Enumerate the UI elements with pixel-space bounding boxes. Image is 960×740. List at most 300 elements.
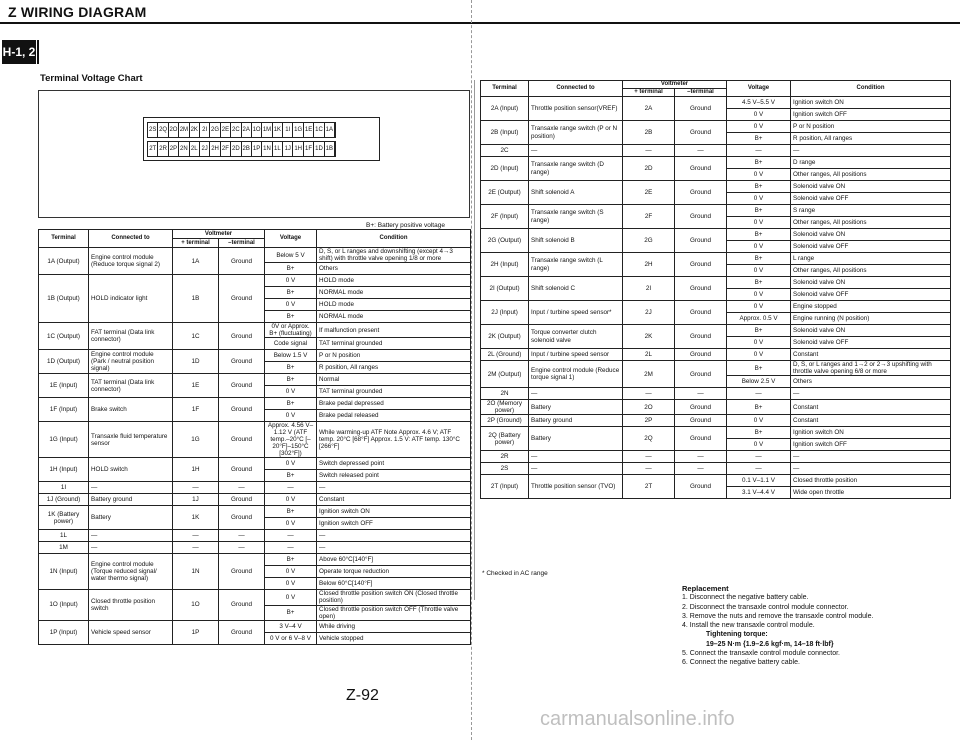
connector-pin: 1A <box>325 123 335 137</box>
checked-note: * Checked in AC range <box>482 570 548 577</box>
condition-cell: Closed throttle position <box>791 475 951 487</box>
table-row <box>481 451 951 463</box>
connector-pin: 1P <box>252 142 262 156</box>
connector-pin: 2E <box>221 123 231 137</box>
voltage-cell: 0 V <box>265 518 317 530</box>
condition-cell: Solenoid valve ON <box>791 181 951 193</box>
plus-terminal-cell: 1N <box>173 554 219 590</box>
condition-cell: D, S, or L ranges and downshifting (except 4→3 shift) with throttle valve opening 1/8 or more <box>317 248 471 263</box>
condition-cell: Solenoid valve ON <box>791 277 951 289</box>
voltage-cell: Below 2.5 V <box>727 376 791 388</box>
condition-cell: Vehicle stopped <box>317 632 471 644</box>
col-terminal: Terminal <box>481 81 529 97</box>
minus-terminal-cell: Ground <box>219 554 265 590</box>
step: 3. Remove the nuts and remove the transaxle control module. <box>682 612 874 620</box>
table-row <box>39 275 471 287</box>
table-row <box>39 554 471 566</box>
table-row <box>39 398 471 410</box>
voltage-cell: 0 V <box>265 299 317 311</box>
voltage-cell: B+ <box>265 554 317 566</box>
minus-terminal-cell: — <box>675 451 727 463</box>
voltage-cell: 0 V <box>727 241 791 253</box>
terminal-cell: 2H (Input) <box>481 253 529 277</box>
voltage-cell: — <box>727 145 791 157</box>
table-row <box>481 361 951 376</box>
voltage-table-left <box>38 229 471 645</box>
condition-cell: Switch depressed point <box>317 458 471 470</box>
condition-cell: — <box>791 145 951 157</box>
minus-terminal-cell: Ground <box>675 229 727 253</box>
voltage-cell: 3.1 V–4.4 V <box>727 487 791 499</box>
condition-cell: Constant <box>791 349 951 361</box>
terminal-cell: 2Q (Battery power) <box>481 427 529 451</box>
connector-pin: 1B <box>325 142 335 156</box>
voltage-cell: B+ <box>727 181 791 193</box>
table-row <box>481 388 951 400</box>
terminal-cell: 1J (Ground) <box>39 494 89 506</box>
voltage-cell: B+ <box>265 263 317 275</box>
voltage-cell: B+ <box>265 470 317 482</box>
connector-pin: 2J <box>200 142 210 156</box>
table-row <box>481 253 951 265</box>
table-row <box>481 229 951 241</box>
minus-terminal-cell: — <box>219 482 265 494</box>
voltage-cell: B+ <box>727 157 791 169</box>
condition-cell: Closed throttle position switch ON (Closed throttle position) <box>317 590 471 605</box>
condition-cell: Constant <box>791 415 951 427</box>
connected-cell: — <box>529 451 623 463</box>
table-row <box>481 400 951 415</box>
minus-terminal-cell: Ground <box>675 349 727 361</box>
connected-cell: Closed throttle position switch <box>89 590 173 620</box>
connected-cell: Battery <box>529 427 623 451</box>
plus-terminal-cell: — <box>623 145 675 157</box>
minus-terminal-cell: Ground <box>675 157 727 181</box>
condition-cell: P or N position <box>317 350 471 362</box>
condition-cell: Ignition switch ON <box>791 427 951 439</box>
terminal-cell: 1F (Input) <box>39 398 89 422</box>
plus-terminal-cell: 2L <box>623 349 675 361</box>
plus-terminal-cell: — <box>173 482 219 494</box>
connector-pin: 1D <box>314 142 324 156</box>
connected-cell: Transaxle range switch (L range) <box>529 253 623 277</box>
terminal-cell: 2P (Ground) <box>481 415 529 427</box>
plus-terminal-cell: 1O <box>173 590 219 620</box>
condition-cell: Closed throttle position switch OFF (Throttle valve open) <box>317 605 471 620</box>
connected-cell: Transaxle range switch (P or N position) <box>529 121 623 145</box>
condition-cell: D range <box>791 157 951 169</box>
plus-terminal-cell: 2D <box>623 157 675 181</box>
connector-pin: 2F <box>221 142 231 156</box>
table-row <box>39 620 471 632</box>
plus-terminal-cell: 2Q <box>623 427 675 451</box>
table-row <box>481 475 951 487</box>
minus-terminal-cell: Ground <box>219 248 265 275</box>
condition-cell: Operate torque reduction <box>317 566 471 578</box>
col-connected: Connected to <box>89 230 173 248</box>
plus-terminal-cell: 2I <box>623 277 675 301</box>
table-row <box>481 301 951 313</box>
minus-terminal-cell: Ground <box>219 323 265 350</box>
minus-terminal-cell: Ground <box>219 374 265 398</box>
terminal-cell: 2A (Input) <box>481 97 529 121</box>
minus-terminal-cell: Ground <box>675 427 727 451</box>
condition-cell: — <box>317 542 471 554</box>
connected-cell: TAT terminal (Data link connector) <box>89 374 173 398</box>
table-row <box>39 458 471 470</box>
plus-terminal-cell: 1C <box>173 323 219 350</box>
plus-terminal-cell: — <box>173 542 219 554</box>
table-row <box>39 350 471 362</box>
voltage-cell: B+ <box>265 311 317 323</box>
plus-terminal-cell: 1F <box>173 398 219 422</box>
terminal-cell: 1G (Input) <box>39 422 89 458</box>
table-row <box>481 145 951 157</box>
voltage-cell: B+ <box>265 362 317 374</box>
terminal-cell: 2E (Output) <box>481 181 529 205</box>
voltage-cell: B+ <box>265 287 317 299</box>
connector-top-row <box>147 122 336 138</box>
condition-cell: — <box>317 482 471 494</box>
connector-pin: 2G <box>210 123 220 137</box>
connector-pin: 1N <box>262 142 272 156</box>
connected-cell: — <box>529 463 623 475</box>
replacement-title: Replacement <box>682 584 729 593</box>
condition-cell: If malfunction present <box>317 323 471 338</box>
col-plus: + terminal <box>173 239 219 248</box>
terminal-cell: 1O (Input) <box>39 590 89 620</box>
plus-terminal-cell: 1A <box>173 248 219 275</box>
connector-pin: 2L <box>190 142 200 156</box>
chart-title: Terminal Voltage Chart <box>40 73 143 84</box>
torque-label: Tightening torque: <box>706 631 768 639</box>
connector-pin: 2Q <box>158 123 168 137</box>
connected-cell: Engine control module (Reduce torque signal 2) <box>89 248 173 275</box>
plus-terminal-cell: 1J <box>173 494 219 506</box>
voltage-cell: 0 V <box>265 494 317 506</box>
connected-cell: Throttle position sensor (TVO) <box>529 475 623 499</box>
condition-cell: Ignition switch OFF <box>317 518 471 530</box>
minus-terminal-cell: Ground <box>219 398 265 422</box>
condition-cell: Solenoid valve OFF <box>791 289 951 301</box>
condition-cell: NORMAL mode <box>317 287 471 299</box>
diagram-title: Z WIRING DIAGRAM <box>8 4 147 20</box>
terminal-cell: 1B (Output) <box>39 275 89 323</box>
voltage-cell: B+ <box>265 605 317 620</box>
replacement-section <box>682 584 950 668</box>
condition-cell: — <box>791 463 951 475</box>
condition-cell: Others <box>317 263 471 275</box>
col-terminal: Terminal <box>39 230 89 248</box>
condition-cell: HOLD mode <box>317 275 471 287</box>
plus-terminal-cell: 1K <box>173 506 219 530</box>
minus-terminal-cell: Ground <box>675 253 727 277</box>
col-minus: –terminal <box>675 89 727 97</box>
condition-cell: Solenoid valve OFF <box>791 337 951 349</box>
plus-terminal-cell: 1D <box>173 350 219 374</box>
connected-cell: Shift solenoid B <box>529 229 623 253</box>
condition-cell: Below 60°C[140°F] <box>317 578 471 590</box>
torque-value: 19–25 N·m {1.9–2.6 kgf·m, 14–18 ft·lbf} <box>706 640 834 648</box>
terminal-cell: 2J (Input) <box>481 301 529 325</box>
condition-cell: TAT terminal grounded <box>317 386 471 398</box>
table-row <box>39 590 471 605</box>
terminal-cell: 1C (Output) <box>39 323 89 350</box>
minus-terminal-cell: Ground <box>219 494 265 506</box>
condition-cell: L range <box>791 253 951 265</box>
voltage-cell: 0 V <box>265 590 317 605</box>
voltage-cell: B+ <box>727 325 791 337</box>
minus-terminal-cell: Ground <box>219 350 265 374</box>
plus-terminal-cell: 2M <box>623 361 675 388</box>
plus-terminal-cell: 2J <box>623 301 675 325</box>
table-row <box>481 181 951 193</box>
voltage-cell: Below 5 V <box>265 248 317 263</box>
table-row <box>481 121 951 133</box>
plus-terminal-cell: 2T <box>623 475 675 499</box>
terminal-cell: 1M <box>39 542 89 554</box>
table-row <box>39 494 471 506</box>
voltage-cell: B+ <box>265 374 317 386</box>
step: 2. Disconnect the transaxle control module connector. <box>682 603 849 611</box>
voltage-cell: 0 V <box>727 415 791 427</box>
condition-cell: Constant <box>317 494 471 506</box>
minus-terminal-cell: Ground <box>675 181 727 205</box>
minus-terminal-cell: Ground <box>675 361 727 388</box>
voltage-cell: — <box>727 451 791 463</box>
condition-cell: R position, All ranges <box>317 362 471 374</box>
voltage-cell: — <box>727 388 791 400</box>
condition-cell: TAT terminal grounded <box>317 338 471 350</box>
terminal-cell: 2R <box>481 451 529 463</box>
condition-cell: — <box>791 451 951 463</box>
condition-cell: — <box>317 530 471 542</box>
terminal-cell: 2F (Input) <box>481 205 529 229</box>
connector-pin: 1K <box>273 123 283 137</box>
voltage-cell: B+ <box>727 253 791 265</box>
voltage-cell: B+ <box>727 361 791 376</box>
connector-pin: 2N <box>179 142 189 156</box>
col-condition: Condition <box>791 81 951 97</box>
minus-terminal-cell: Ground <box>675 121 727 145</box>
connector-diagram <box>38 90 470 218</box>
terminal-cell: 2G (Output) <box>481 229 529 253</box>
section-tag: H-1, 2 <box>2 40 36 64</box>
connector-pin: 2B <box>242 142 252 156</box>
connected-cell: Battery <box>89 506 173 530</box>
voltage-cell: 0 V <box>727 265 791 277</box>
table-row <box>481 97 951 109</box>
connector-pin: 1I <box>283 123 293 137</box>
minus-terminal-cell: — <box>219 542 265 554</box>
condition-cell: Above 60°C[140°F] <box>317 554 471 566</box>
connected-cell: Battery ground <box>89 494 173 506</box>
condition-cell: Solenoid valve OFF <box>791 193 951 205</box>
condition-cell: Constant <box>791 400 951 415</box>
step: 1. Disconnect the negative battery cable. <box>682 594 809 602</box>
minus-terminal-cell: Ground <box>675 301 727 325</box>
terminal-cell: 1K (Battery power) <box>39 506 89 530</box>
connector-pin: 2R <box>158 142 168 156</box>
voltage-cell: B+ <box>727 427 791 439</box>
connector-pin: 2I <box>200 123 210 137</box>
col-voltage: Voltage <box>727 81 791 97</box>
condition-cell: Ignition switch OFF <box>791 439 951 451</box>
voltage-cell: 0 V <box>727 109 791 121</box>
minus-terminal-cell: — <box>675 388 727 400</box>
connector-pin: 1F <box>304 142 314 156</box>
terminal-cell: 1N (Input) <box>39 554 89 590</box>
voltage-cell: 0 V <box>727 289 791 301</box>
voltage-cell: 0 V <box>265 566 317 578</box>
fold-line <box>471 0 472 740</box>
condition-cell: Engine stopped <box>791 301 951 313</box>
minus-terminal-cell: Ground <box>675 415 727 427</box>
col-plus: + terminal <box>623 89 675 97</box>
plus-terminal-cell: 2K <box>623 325 675 349</box>
terminal-cell: 2N <box>481 388 529 400</box>
minus-terminal-cell: Ground <box>219 620 265 644</box>
plus-terminal-cell: 2B <box>623 121 675 145</box>
condition-cell: Ignition switch ON <box>317 506 471 518</box>
condition-cell: Brake pedal released <box>317 410 471 422</box>
voltage-cell: Below 1.5 V <box>265 350 317 362</box>
col-voltmeter: Voltmeter <box>623 81 727 89</box>
table-row <box>481 205 951 217</box>
connector-pin: 1J <box>283 142 293 156</box>
column-divider <box>474 80 475 600</box>
voltage-cell: Approx. 4.56 V–1.12 V (ATF temp.–20°C [–20°F]–150°C [302°F]) <box>265 422 317 458</box>
voltage-cell: 0 V <box>265 275 317 287</box>
terminal-cell: 2S <box>481 463 529 475</box>
connector-pin: 1H <box>293 142 303 156</box>
condition-cell: Other ranges, All positions <box>791 265 951 277</box>
voltage-cell: 0 V <box>727 349 791 361</box>
voltage-cell: B+ <box>265 506 317 518</box>
table-row <box>39 323 471 338</box>
connected-cell: Transaxle range switch (S range) <box>529 205 623 229</box>
terminal-cell: 2D (Input) <box>481 157 529 181</box>
terminal-cell: 2O (Memory power) <box>481 400 529 415</box>
plus-terminal-cell: 2O <box>623 400 675 415</box>
voltage-cell: 0.1 V–1.1 V <box>727 475 791 487</box>
connected-cell: Input / turbine speed sensor <box>529 349 623 361</box>
connector-pin: 2K <box>190 123 200 137</box>
connected-cell: Engine control module (Torque reduced signal/ water thermo signal) <box>89 554 173 590</box>
condition-cell: D, S, or L ranges and 1→2 or 2→3 upshifting with throttle valve opening 6/8 or more <box>791 361 951 376</box>
minus-terminal-cell: Ground <box>675 325 727 349</box>
table-row <box>39 374 471 386</box>
connected-cell: Shift solenoid A <box>529 181 623 205</box>
minus-terminal-cell: — <box>219 530 265 542</box>
plus-terminal-cell: 2H <box>623 253 675 277</box>
connected-cell: — <box>89 482 173 494</box>
voltage-cell: Code signal <box>265 338 317 350</box>
table-row <box>481 277 951 289</box>
plus-terminal-cell: 2E <box>623 181 675 205</box>
minus-terminal-cell: Ground <box>675 205 727 229</box>
terminal-cell: 1E (Input) <box>39 374 89 398</box>
table-row <box>481 157 951 169</box>
connected-cell: FAT terminal (Data link connector) <box>89 323 173 350</box>
connected-cell: HOLD indicator light <box>89 275 173 323</box>
table-row <box>481 463 951 475</box>
condition-cell: HOLD mode <box>317 299 471 311</box>
condition-cell: P or N position <box>791 121 951 133</box>
condition-cell: R position, All ranges <box>791 133 951 145</box>
voltage-cell: B+ <box>727 133 791 145</box>
step: 4. Install the new transaxle control module. <box>682 622 815 630</box>
plus-terminal-cell: 2G <box>623 229 675 253</box>
plus-terminal-cell: 1E <box>173 374 219 398</box>
connected-cell: Brake switch <box>89 398 173 422</box>
voltage-cell: B+ <box>727 400 791 415</box>
connected-cell: Engine control module (Reduce torque signal 1) <box>529 361 623 388</box>
condition-cell: Ignition switch OFF <box>791 109 951 121</box>
voltage-cell: — <box>727 463 791 475</box>
voltage-cell: — <box>265 482 317 494</box>
voltage-cell: 0 V <box>265 386 317 398</box>
terminal-cell: 1D (Output) <box>39 350 89 374</box>
voltage-cell: 0 V <box>265 458 317 470</box>
condition-cell: Solenoid valve ON <box>791 325 951 337</box>
voltage-cell: 4.5 V–5.5 V <box>727 97 791 109</box>
step: 5. Connect the transaxle control module connector. <box>682 650 840 658</box>
condition-cell: Ignition switch ON <box>791 97 951 109</box>
minus-terminal-cell: Ground <box>219 506 265 530</box>
connector-pin: 1M <box>262 123 272 137</box>
condition-cell: Engine running (N position) <box>791 313 951 325</box>
connector-pin: 2T <box>148 142 158 156</box>
minus-terminal-cell: — <box>675 145 727 157</box>
voltage-cell: — <box>265 542 317 554</box>
condition-cell: While warming-up ATF Note Approx. 4.6 V; ATF temp. 20°C [68°F] Approx. 1.5 V: ATF temp. 130°C [266°F] <box>317 422 471 458</box>
table-row <box>39 506 471 518</box>
connector-pin: 1L <box>273 142 283 156</box>
voltage-cell: 0 V <box>727 217 791 229</box>
voltage-cell: 0 V <box>265 578 317 590</box>
terminal-cell: 2I (Output) <box>481 277 529 301</box>
minus-terminal-cell: Ground <box>675 475 727 499</box>
table-row <box>481 427 951 439</box>
table-row <box>39 248 471 263</box>
connector-pin: 2M <box>179 123 189 137</box>
connected-cell: — <box>529 145 623 157</box>
connected-cell: Transaxle range switch (D range) <box>529 157 623 181</box>
connected-cell: — <box>89 530 173 542</box>
connector-pin: 1C <box>314 123 324 137</box>
plus-terminal-cell: — <box>623 451 675 463</box>
plus-terminal-cell: — <box>623 388 675 400</box>
connected-cell: Transaxle fluid temperature sensor <box>89 422 173 458</box>
voltage-table-right <box>480 80 951 499</box>
table-row <box>481 325 951 337</box>
table-row <box>39 482 471 494</box>
connector-pin: 1G <box>293 123 303 137</box>
connector-bottom-row <box>147 141 336 157</box>
terminal-cell: 2T (Input) <box>481 475 529 499</box>
connected-cell: HOLD switch <box>89 458 173 482</box>
condition-cell: Others <box>791 376 951 388</box>
voltage-cell: 0 V <box>265 410 317 422</box>
connector-pin: 2S <box>148 123 158 137</box>
connector-pin: 1O <box>252 123 262 137</box>
connected-cell: Shift solenoid C <box>529 277 623 301</box>
plus-terminal-cell: 1G <box>173 422 219 458</box>
minus-terminal-cell: Ground <box>219 422 265 458</box>
plus-terminal-cell: 2P <box>623 415 675 427</box>
connector-pin: 2D <box>231 142 241 156</box>
